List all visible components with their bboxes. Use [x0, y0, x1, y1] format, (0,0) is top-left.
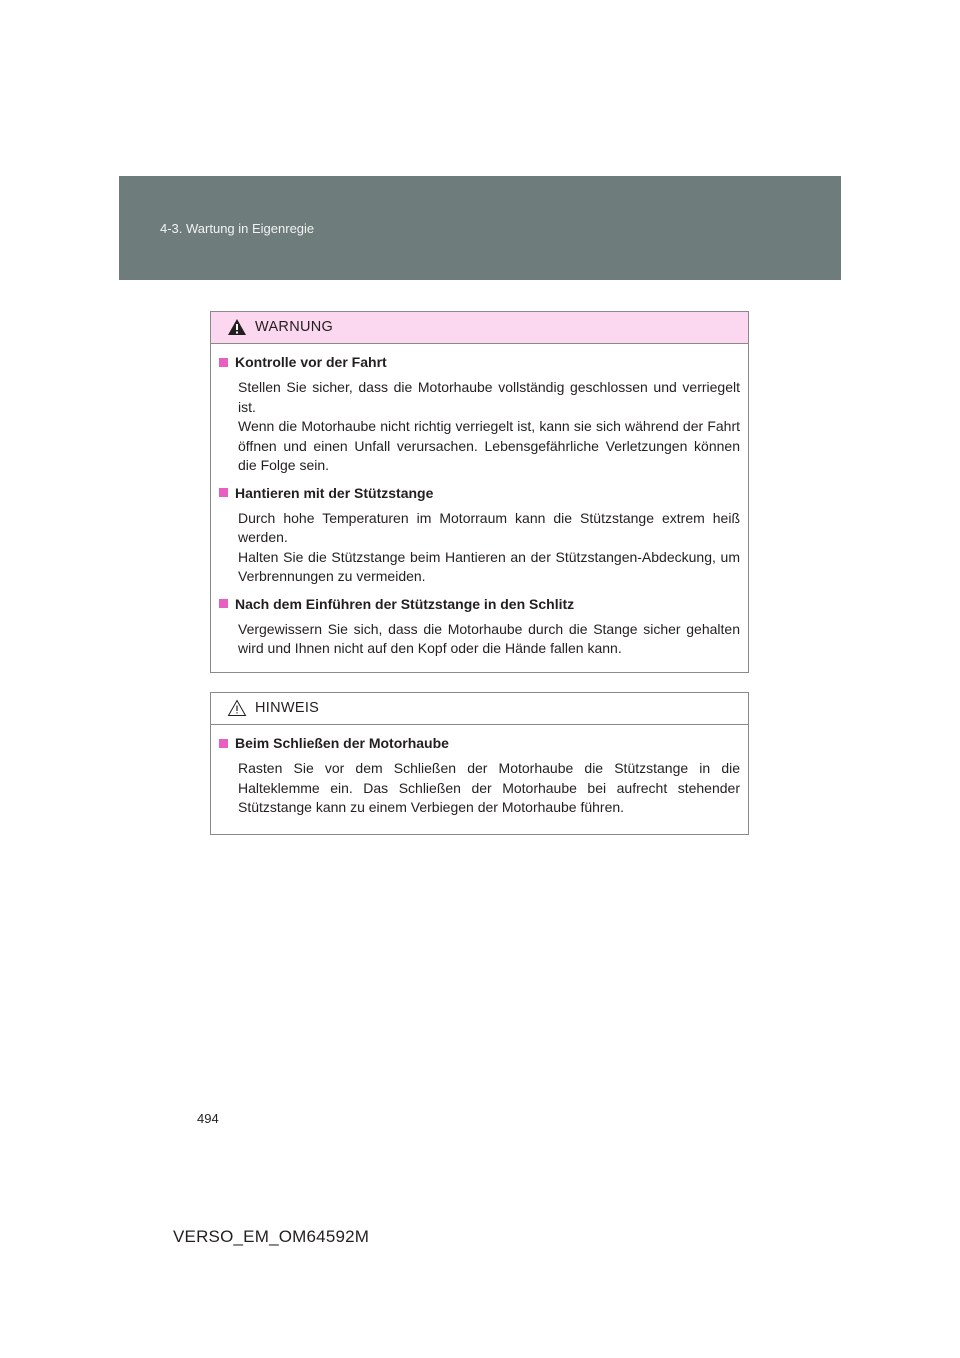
section-title: 4-3. Wartung in Eigenregie — [160, 221, 315, 236]
bullet-square-icon — [219, 358, 228, 367]
notice-body — [211, 725, 748, 818]
warning-header — [211, 312, 748, 344]
page-number: 494 — [197, 1111, 219, 1126]
warning-triangle-icon — [227, 318, 247, 336]
document-code: VERSO_EM_OM64592M — [173, 1227, 370, 1246]
section-header-band — [119, 176, 841, 280]
bullet-square-icon — [219, 739, 228, 748]
warning-label: WARNUNG — [255, 319, 334, 335]
notice-box — [210, 692, 749, 835]
notice-label: HINWEIS — [255, 700, 320, 716]
notice-item-text: Rasten Sie vor dem Schließen der Motorhaube die Stützstange in die Halteklemme ein. Das Schließen der Motorhaube bei aufrecht stehender Stützstange kann zu einem Verbiegen der Motorhaube führen. — [238, 760, 740, 815]
warning-box — [210, 311, 749, 673]
notice-header — [211, 693, 748, 725]
warning-item-title: Nach dem Einführen der Stützstange in den Schlitz — [219, 596, 740, 612]
bullet-square-icon — [219, 599, 228, 608]
bullet-square-icon — [219, 488, 228, 497]
warning-body — [211, 344, 748, 659]
warning-item-text: Stellen Sie sicher, dass die Motorhaube vollständig geschlossen und verriegelt ist. Wenn die Motorhaube nicht richtig verriegelt ist, kann sie sich während der Fahrt öffnen und einen Unfall verursachen. Lebensgefährliche Verletzungen können die Folge sein. — [238, 379, 740, 473]
caution-triangle-outline-icon — [227, 699, 247, 717]
warning-item-text: Durch hohe Temperaturen im Motorraum kann die Stützstange extrem heiß werden. Halten Sie die Stützstange beim Hantieren an der Stützstangen-Abdeckung, um Verbrennungen zu vermeiden. — [238, 509, 740, 584]
notice-item-title: Beim Schließen der Motorhaube — [219, 735, 740, 751]
warning-item-title: Kontrolle vor der Fahrt — [219, 354, 740, 370]
warning-item-title: Hantieren mit der Stützstange — [219, 485, 740, 501]
warning-item-text: Vergewissern Sie sich, dass die Motorhaube durch die Stange sicher gehalten wird und Ihnen nicht auf den Kopf oder die Hände fallen kann. — [238, 620, 740, 656]
